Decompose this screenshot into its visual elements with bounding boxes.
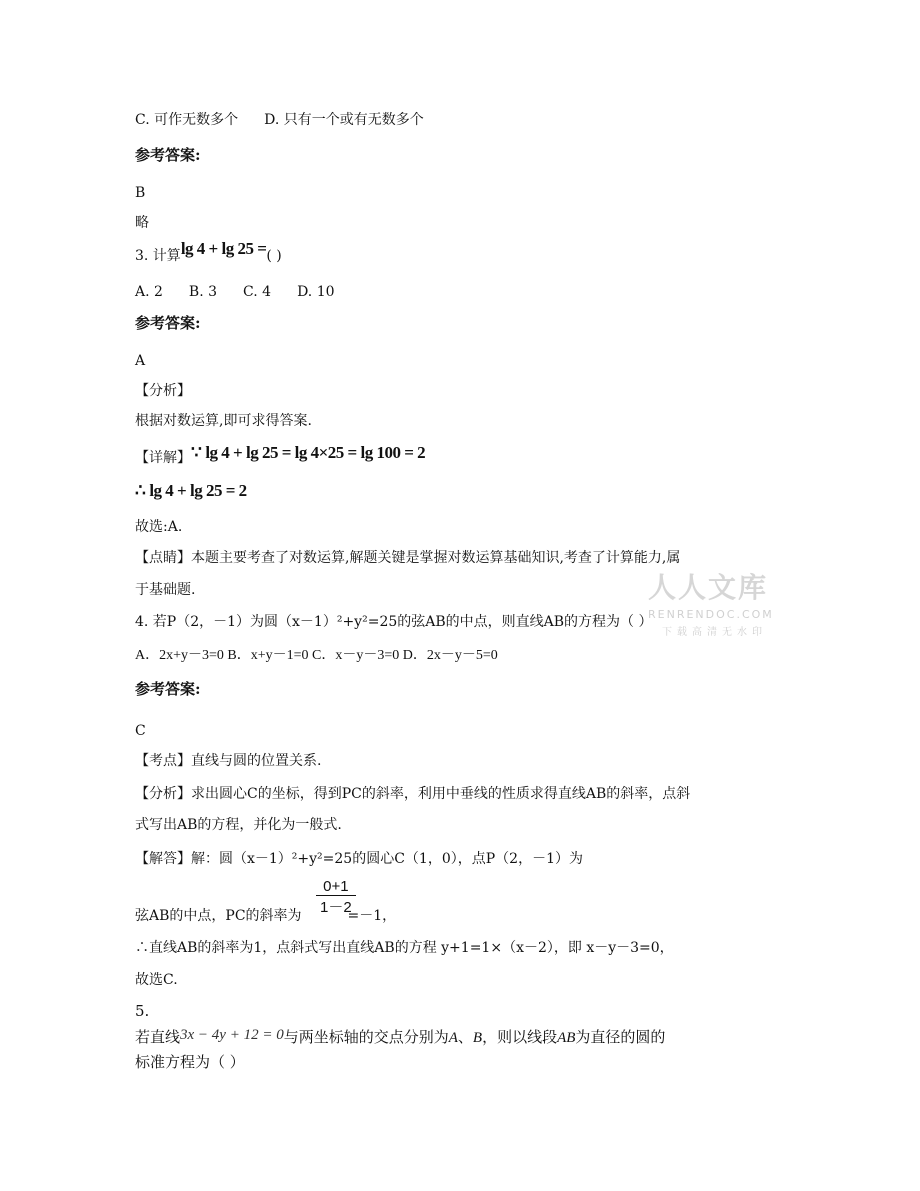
point-b: B <box>472 1030 483 1046</box>
fraction-denominator: 1－2 <box>320 899 352 916</box>
q5-sep: 、 <box>457 1028 473 1046</box>
q2-explain: 略 <box>135 215 149 231</box>
q5-post: 为直径的圆的 <box>575 1028 666 1046</box>
q3-choice: 故选:A. <box>135 519 183 535</box>
q3-detail <box>135 443 426 467</box>
watermark-title: 人人文库 <box>648 571 769 604</box>
q3-paren: ( ) <box>266 248 282 264</box>
q5-stem <box>135 1028 665 1047</box>
q3-option-b: B. 3 <box>188 284 218 300</box>
q5-number: 5. <box>135 1002 150 1020</box>
q3-comment-cont: 于基础题. <box>135 582 196 598</box>
because-symbol: ∵ <box>191 443 202 462</box>
q4-fenxi-cont: 式写出AB的方程，并化为一般式. <box>135 817 342 833</box>
fraction-numerator: 0+1 <box>316 878 356 896</box>
therefore-symbol: ∴ <box>135 481 146 500</box>
q3-ref-label: 参考答案: <box>135 314 201 332</box>
q2-answer: B <box>135 185 146 201</box>
q2-option-c: C. 可作无数多个 <box>135 112 239 128</box>
q4-slope-line <box>135 907 396 925</box>
watermark-slogan: 下载高清无水印 <box>662 627 767 638</box>
q4-ref-label: 参考答案: <box>135 680 201 698</box>
q4-options: A．2x+y－3=0 B．x+y－1=0 C．x－y－3=0 D．2x－y－5=0 <box>135 648 498 663</box>
watermark <box>648 566 774 638</box>
q5-equation: 3x − 4y + 12 = 0 <box>180 1027 284 1043</box>
q4-slope-post: =－1， <box>347 908 397 924</box>
q4-jieda: 【解答】解：圆（x－1）²+y²=25的圆心C（1，0），点P（2，－1）为 <box>135 851 583 867</box>
q3-answer: A <box>135 353 146 369</box>
q3-options <box>135 283 335 301</box>
q5-pre: 若直线 <box>135 1028 181 1046</box>
q4-answer: C <box>135 723 146 739</box>
q4-fenxi: 【分析】求出圆心C的坐标，得到PC的斜率，利用中垂线的性质求得直线AB的斜率，点斜 <box>135 786 691 802</box>
q4-slope-pre: 弦AB的中点，PC的斜率为 <box>135 908 302 924</box>
q2-ref-label: 参考答案: <box>135 146 201 164</box>
q3-expr: lg 4 + lg 25 = <box>180 239 267 258</box>
q2-options <box>135 111 424 129</box>
q3-option-c: C. 4 <box>243 284 272 300</box>
q5-mid2: ，则以线段 <box>482 1028 558 1046</box>
q3-prefix: 3. 计算 <box>135 248 181 264</box>
q4-stem: 4. 若P（2，－1）为圆（x－1）²+y²=25的弦AB的中点，则直线AB的方程为（ ） <box>135 614 653 630</box>
q3-comment: 【点睛】本题主要考查了对数运算,解题关键是掌握对数运算基础知识,考查了计算能力,属 <box>135 550 681 566</box>
q3-conclusion <box>135 482 247 501</box>
q3-detail-expr: lg 4 + lg 25 = lg 4×25 = lg 100 = 2 <box>205 443 426 462</box>
q3-conclusion-expr: lg 4 + lg 25 = 2 <box>149 481 247 500</box>
q3-option-a: A. 2 <box>135 284 163 300</box>
q4-kaodian: 【考点】直线与圆的位置关系. <box>135 753 322 769</box>
q3-stem <box>135 239 282 265</box>
q3-option-d: D. 10 <box>297 284 335 300</box>
q3-analysis-label: 【分析】 <box>135 383 191 399</box>
q3-detail-label: 【详解】 <box>135 450 191 466</box>
q5-mid: 与两坐标轴的交点分别为 <box>283 1028 449 1046</box>
point-a: A <box>448 1030 458 1046</box>
q4-choice: 故选C. <box>135 972 178 988</box>
q2-option-d: D. 只有一个或有无数多个 <box>264 112 424 128</box>
watermark-domain: RENRENDOC.COM <box>648 608 774 621</box>
q5-stem-cont: 标准方程为（ ） <box>135 1053 245 1071</box>
q4-line3: ∴直线AB的斜率为1，点斜式写出直线AB的方程 y+1=1×（x－2），即 x－y－3=0， <box>135 940 674 956</box>
segment-ab: AB <box>557 1030 576 1046</box>
q3-analysis: 根据对数运算,即可求得答案. <box>135 413 312 429</box>
